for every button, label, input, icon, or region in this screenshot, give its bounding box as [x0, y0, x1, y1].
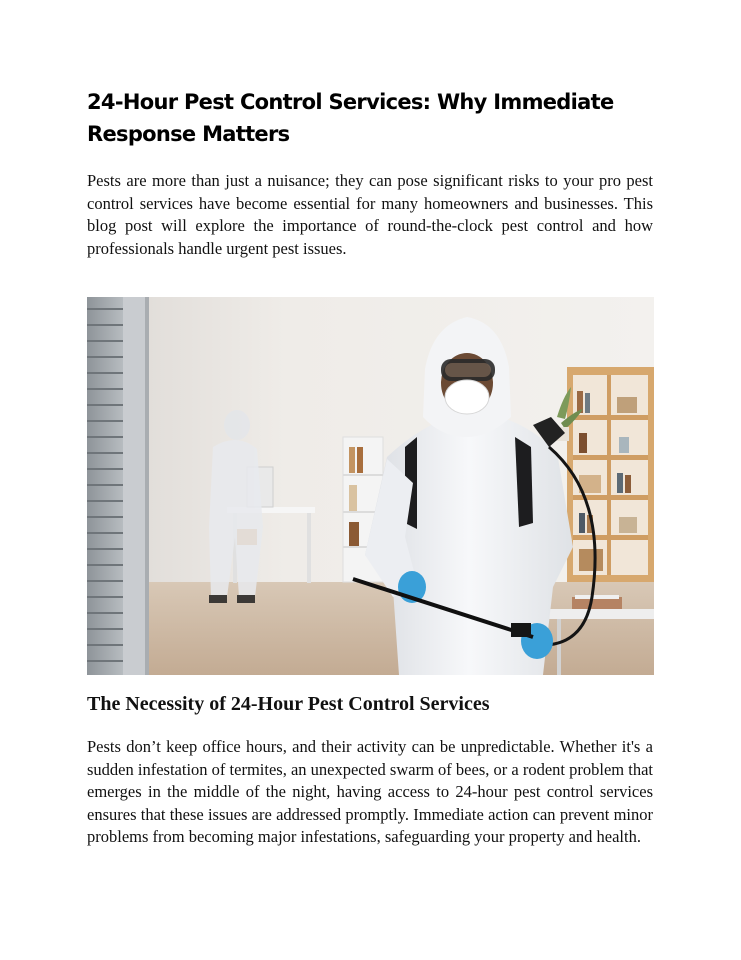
intro-paragraph: Pests are more than just a nuisance; they can pose significant risks to your pro pest control services have become essential for many homeowners and businesses. This blog post will explore the importance of round-the-clock pest control and how professionals handle urgent pest issues. [87, 171, 653, 258]
section-body-paragraph: Pests don’t keep office hours, and their activity can be unpredictable. Whether it's a sudden infestation of termites, an unexpected swarm of bees, or a rodent problem that emerges in the middle of the night, having access to 24-hour pest control services ensures that these issues are addressed promptly. Immediate action can prevent minor problems from becoming major infestations, safeguarding your property and health. [87, 737, 653, 847]
pest-control-photo [87, 297, 654, 675]
article-title: 24-Hour Pest Control Services: Why Immediate Response Matters [87, 90, 614, 146]
window-blinds [87, 297, 149, 675]
section-heading: The Necessity of 24-Hour Pest Control Services [87, 693, 490, 715]
wooden-bookshelf [567, 367, 654, 582]
